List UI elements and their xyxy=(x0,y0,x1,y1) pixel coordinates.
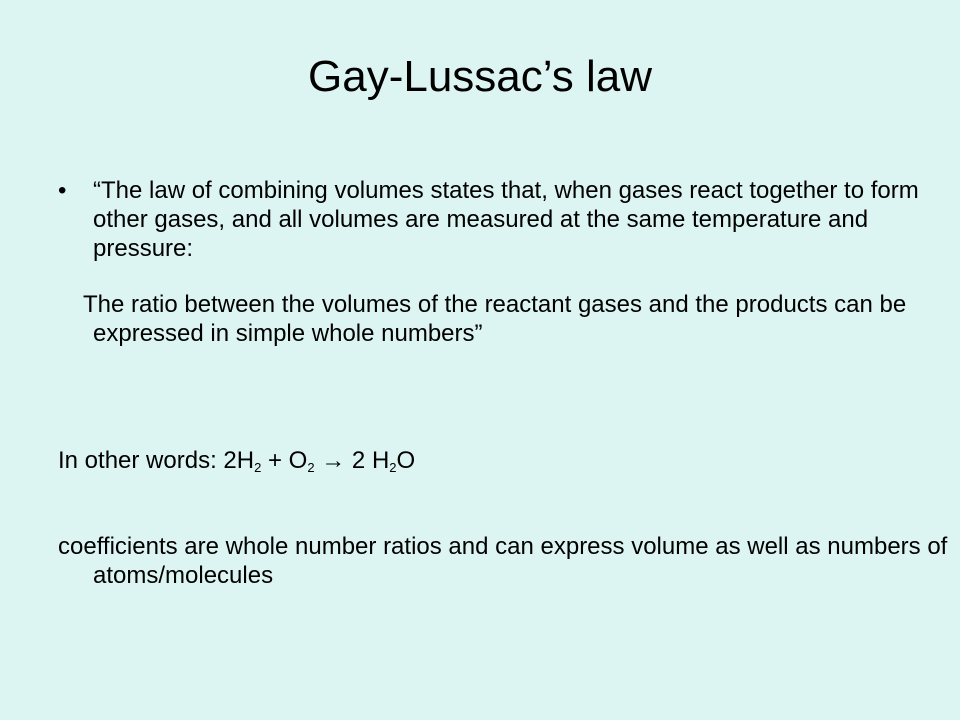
equation-plus-oxygen: + O xyxy=(261,447,308,474)
bullet-paragraph xyxy=(58,176,953,263)
slide-title: Gay-Lussac’s law xyxy=(308,52,652,101)
equation-subscript: 2 xyxy=(389,460,397,475)
equation-line xyxy=(58,446,918,475)
bullet-icon: • xyxy=(58,177,67,204)
equation-suffix: O xyxy=(396,447,416,474)
equation-subscript: 2 xyxy=(254,460,262,475)
continuation-paragraph: The ratio between the volumes of the reactant gases and the products can be expressed in simple whole numbers” xyxy=(83,291,907,347)
equation-subscript: 2 xyxy=(307,460,315,475)
coefficients-paragraph: coefficients are whole number ratios and can express volume as well as numbers of atoms/molecules xyxy=(58,533,948,589)
equation-arrow-product: → 2 H xyxy=(314,447,390,474)
bullet-text: “The law of combining volumes states that, when gases react together to form other gases, and all volumes are measured at the same temperature and pressure: xyxy=(93,177,919,262)
equation-prefix: In other words: 2H xyxy=(58,447,255,474)
